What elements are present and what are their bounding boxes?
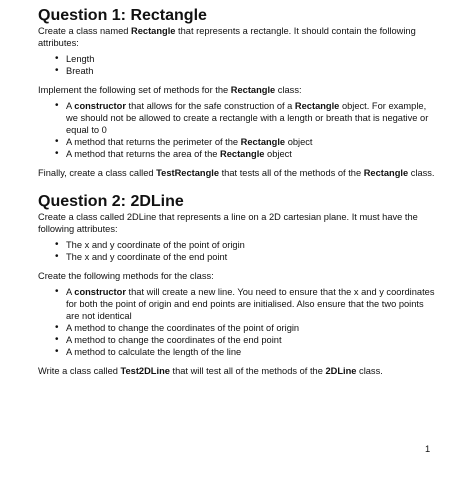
list-item: • A constructor that will create a new line. You need to ensure that the x and y coordinates for both the point of origin and end points are initialised. Also ensure that the two points are not identical <box>66 286 438 322</box>
question-1-methods-intro: Implement the following set of methods for the Rectangle class: <box>38 85 302 95</box>
question-2-title: Question 2: 2DLine <box>38 193 184 210</box>
list-item: • Length <box>66 53 438 65</box>
question-2-methods-intro: Create the following methods for the class: <box>38 271 214 281</box>
list-item: • A method to change the coordinates of the end point <box>66 334 438 346</box>
list-item: • Breath <box>66 65 438 77</box>
page-number: 1 <box>425 444 431 454</box>
list-item: • A method to change the coordinates of the point of origin <box>66 322 438 334</box>
question-2-intro: Create a class called 2DLine that represents a line on a 2D cartesian plane. It must have the following attributes: <box>38 212 418 234</box>
question-1-method-list <box>38 100 438 160</box>
document-page <box>38 6 438 377</box>
question-1-title: Question 1: Rectangle <box>38 7 207 24</box>
list-item: • A method that returns the area of the Rectangle object <box>66 148 438 160</box>
list-item: • A method to calculate the length of the line <box>66 346 438 358</box>
list-item: • A constructor that allows for the safe construction of a Rectangle object. For example, we should not be allowed to create a rectangle with a length or breath that is negative or equal to 0 <box>66 100 438 136</box>
question-1-final: Finally, create a class called TestRectangle that tests all of the methods of the Rectangle class. <box>38 168 435 178</box>
list-item: • The x and y coordinate of the end point <box>66 251 438 263</box>
question-1-attribute-list <box>38 53 438 77</box>
question-2-method-list <box>38 286 438 358</box>
list-item: • The x and y coordinate of the point of origin <box>66 239 438 251</box>
question-2-attribute-list <box>38 239 438 263</box>
question-2-final: Write a class called Test2DLine that will test all of the methods of the 2DLine class. <box>38 366 383 376</box>
list-item: • A method that returns the perimeter of the Rectangle object <box>66 136 438 148</box>
question-1-intro: Create a class named Rectangle that represents a rectangle. It should contain the following attributes: <box>38 26 416 48</box>
